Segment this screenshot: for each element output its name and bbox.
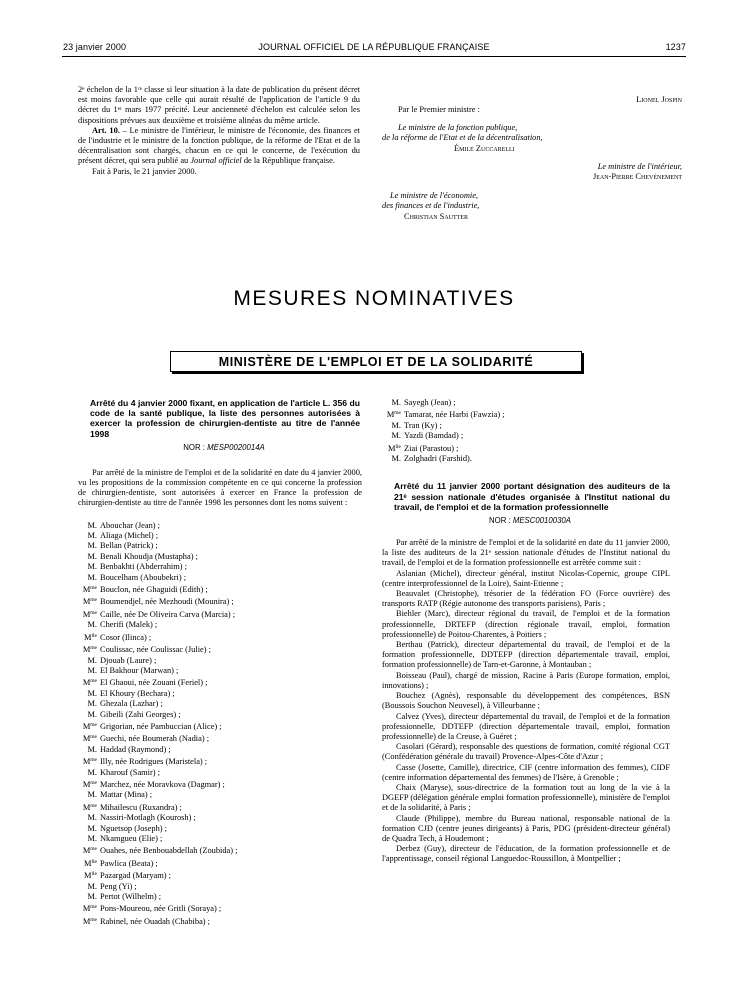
civility: $M^{lle}$ bbox=[84, 858, 97, 868]
signature-pm-name: Lionel Jospin bbox=[636, 95, 682, 104]
person-name: Kharouf (Samir) ; bbox=[100, 767, 161, 777]
decree-end bbox=[78, 85, 360, 177]
list-item bbox=[78, 573, 362, 583]
person-name: Tamarat, née Harbi (Fawzia) ; bbox=[404, 410, 505, 420]
list-item bbox=[78, 902, 362, 914]
page-number: 1237 bbox=[665, 42, 686, 52]
arrete-2-intro: Par arrêté de la ministre de l'emploi et de la solidarité en date du 11 janvier 2000, la liste des auditeurs de la 21ᵉ session nationale d'études de l'Institut national du travail, de l'emploi et de la formation professionnelle est arrêtée comme suit : bbox=[382, 538, 670, 568]
civility: M. bbox=[391, 398, 401, 407]
list-item bbox=[78, 755, 362, 767]
civility: $M^{me}$ bbox=[82, 734, 97, 744]
arrete-1-nor bbox=[78, 443, 362, 452]
person-name: Abouchar (Jean) ; bbox=[100, 520, 160, 530]
civility: $M^{lle}$ bbox=[84, 871, 97, 881]
signature-pm-by: Par le Premier ministre : bbox=[398, 105, 480, 115]
person-name: Caille, née De Oliveira Carva (Marcia) ; bbox=[100, 609, 236, 619]
list-item bbox=[78, 732, 362, 744]
list-item bbox=[78, 521, 362, 531]
list-item bbox=[78, 844, 362, 856]
civility: $M^{me}$ bbox=[82, 597, 97, 607]
civility: $M^{me}$ bbox=[82, 802, 97, 812]
arrete-2-nor bbox=[382, 516, 670, 525]
civility: M. bbox=[87, 709, 97, 719]
person-name: Boumendjel, née Mezhoudi (Mounira) ; bbox=[100, 597, 234, 607]
list-item bbox=[78, 710, 362, 720]
person-name: Grigorian, née Pambuccian (Alice) ; bbox=[100, 721, 222, 731]
person-name: Gibeili (Zahi Georges) ; bbox=[100, 709, 181, 719]
civility: M. bbox=[87, 688, 97, 698]
list-item bbox=[78, 834, 362, 844]
signature-eco-title2: des finances et de l'industrie, bbox=[382, 201, 480, 211]
auditor-entry: Bouchez (Agnès), responsable du développement des compétences, BSN (Boussois Souchon Neuvesel), à Villeurbanne ; bbox=[382, 691, 670, 711]
article-10-label: Art. 10. bbox=[92, 125, 120, 135]
person-name: Ouahes, née Benbouabdellah (Zoubida) ; bbox=[100, 846, 238, 856]
civility: M. bbox=[87, 744, 97, 754]
civility: M. bbox=[87, 790, 97, 800]
person-name: Aliaga (Michel) ; bbox=[100, 531, 159, 541]
person-name: El Ghaoui, née Zouani (Feriel) ; bbox=[100, 678, 208, 688]
auditor-entry: Biehler (Marc), directeur régional du travail, de l'emploi et de la formation professionnelle, DRTEFP (direction régionale travail, emploi, formation professionnelle) de Poitou-Charentes, à Poitiers ; bbox=[382, 609, 670, 639]
person-name: Guechi, née Boumerah (Nadia) ; bbox=[100, 734, 210, 744]
list-item bbox=[78, 676, 362, 688]
list-item bbox=[78, 631, 362, 643]
auditor-entry: Casolari (Gérard), responsable des questions de formation, comité régional CGT (Confédération générale du travail) Provence-Alpes-Côte d'Azur ; bbox=[382, 742, 670, 762]
auditor-entry: Berthau (Patrick), directeur départemental du travail, de l'emploi et de la formation professionnelle, DDTEFP (direction départementale travail, emploi, formation professionnelle) de Tarn-et-Garonne, à Montauban ; bbox=[382, 640, 670, 670]
person-name: Benali Khoudja (Mustapha) ; bbox=[100, 551, 198, 561]
list-item bbox=[78, 857, 362, 869]
person-name: El Bakhour (Marwan) ; bbox=[100, 665, 179, 675]
nor-code: MESC0010030A bbox=[512, 516, 571, 526]
person-name: Mihailescu (Ruxandra) ; bbox=[100, 802, 182, 812]
signature-eco-title1: Le ministre de l'économie, bbox=[390, 190, 479, 200]
header-rule bbox=[62, 56, 686, 57]
list-item bbox=[78, 813, 362, 823]
civility: $M^{me}$ bbox=[82, 678, 97, 688]
list-item bbox=[78, 915, 362, 927]
auditor-entry: Casse (Josette, Camille), directrice, CIF (centre information des femmes), CIDF (centre information départemental des femmes) de l'Isère, à Grenoble ; bbox=[382, 762, 670, 782]
list-item bbox=[78, 531, 362, 541]
list-item bbox=[78, 699, 362, 709]
civility: $M^{me}$ bbox=[82, 585, 97, 595]
list-item bbox=[382, 398, 670, 408]
person-name: Pons-Moureou, née Gritli (Soraya) ; bbox=[100, 904, 222, 914]
person-name: Boucelham (Aboubekri) ; bbox=[100, 572, 187, 582]
signature-fp-title2: de la réforme de l'Etat et de la décentralisation, bbox=[382, 133, 543, 143]
list-item bbox=[382, 408, 670, 420]
civility: M. bbox=[87, 520, 97, 530]
list-item bbox=[78, 790, 362, 800]
list-item bbox=[78, 541, 362, 551]
list-item bbox=[78, 552, 362, 562]
auditor-entry: Calvez (Yves), directeur départemental du travail, de l'emploi et de la formation professionnelle, DDTEFP (direction départementale travail, emploi, formation professionnelle) de la Creuse, à Guéret ; bbox=[382, 711, 670, 741]
civility: $M^{me}$ bbox=[82, 645, 97, 655]
ministry-title: MINISTÈRE DE L'EMPLOI ET DE LA SOLIDARITÉ bbox=[218, 354, 534, 369]
list-item bbox=[78, 869, 362, 881]
civility: M. bbox=[87, 699, 97, 709]
list-item bbox=[78, 892, 362, 902]
ministry-box bbox=[170, 351, 582, 372]
civility: $M^{me}$ bbox=[82, 916, 97, 926]
civility: $M^{me}$ bbox=[82, 757, 97, 767]
signature-fp-title1: Le ministre de la fonction publique, bbox=[398, 122, 518, 132]
civility: $M^{me}$ bbox=[386, 410, 401, 420]
person-name: Cosor (Ilinca) ; bbox=[100, 632, 152, 642]
nor-label: NOR : bbox=[183, 442, 208, 452]
person-name: Nkamgueu (Elie) ; bbox=[100, 834, 163, 843]
auditor-entry: Chaix (Maryse), sous-directrice de la formation tout au long de la vie à la DGEFP (délégation générale emploi formation professionnelle), ministère de l'emploi et de la solidarité, à Paris ; bbox=[382, 782, 670, 813]
civility: $M^{me}$ bbox=[82, 609, 97, 619]
person-name: Zolghadri (Farshid). bbox=[404, 454, 472, 464]
person-name: Illy, née Rodrigues (Maristela) ; bbox=[100, 757, 208, 767]
civility: M. bbox=[87, 767, 97, 777]
arrete-1-title: Arrêté du 4 janvier 2000 fixant, en application de l'article L. 356 du code de la santé publique, la liste des personnes autorisées à exercer la profession de chirurgien-dentiste au titre de l'année 1998 bbox=[90, 398, 360, 439]
civility: M. bbox=[87, 531, 97, 541]
signatures bbox=[382, 95, 682, 222]
civility: $M^{me}$ bbox=[82, 904, 97, 914]
civility: M. bbox=[87, 551, 97, 561]
auditors-list bbox=[382, 569, 670, 865]
person-name: Pazargad (Maryam) ; bbox=[100, 871, 172, 881]
auditor-entry: Derbez (Guy), directeur de l'éducation, de la formation professionnelle et de l'apprentissage, conseil régional Languedoc-Roussillon, à Montpellier ; bbox=[382, 844, 670, 864]
civility: M. bbox=[391, 431, 401, 441]
signature-int-name: Jean-Pierre Chevènement bbox=[592, 172, 682, 182]
arrete-1-intro: Par arrêté de la ministre de l'emploi et de la solidarité en date du 4 janvier 2000, vu les propositions de la commission compétente en ce qui concerne la profession de chirurgien-dentiste, sont autorisées à exercer en France la profession de chirurgien-dentiste au titre de l'année 1998 les personnes dont les noms suivent : bbox=[78, 467, 362, 508]
person-name: Sayegh (Jean) ; bbox=[404, 398, 456, 407]
signature-fp-name: Émile Zuccarelli bbox=[454, 143, 515, 153]
section-title: MESURES NOMINATIVES bbox=[233, 287, 515, 310]
civility: $M^{lle}$ bbox=[388, 443, 401, 453]
right-column bbox=[382, 398, 670, 865]
list-item bbox=[78, 720, 362, 732]
person-name: Bouclon, née Ghaguidi (Edith) ; bbox=[100, 585, 208, 595]
civility: M. bbox=[87, 881, 97, 891]
civility: M. bbox=[87, 655, 97, 665]
person-name: Mattar (Mina) ; bbox=[100, 790, 153, 800]
nor-label: NOR : bbox=[489, 516, 513, 526]
person-name: Haddad (Raymond) ; bbox=[100, 744, 171, 754]
auditor-entry: Aslanian (Michel), directeur général, institut Nicolas-Copernic, groupe CIPL (centre interprofessionnel de la Loire), Saint-Etienne ; bbox=[382, 568, 670, 588]
article-10-text-end: de la République française. bbox=[241, 156, 335, 166]
person-name: Ghezala (Lazhar) ; bbox=[100, 699, 163, 709]
person-name: Djouab (Laure) ; bbox=[100, 655, 157, 665]
person-name: Rabinel, née Ouadah (Chabiba) ; bbox=[100, 916, 210, 926]
person-name: Bellan (Patrick) ; bbox=[100, 541, 158, 551]
list-item bbox=[78, 745, 362, 755]
list-item bbox=[78, 689, 362, 699]
person-name: Ziai (Parastou) ; bbox=[404, 443, 459, 453]
list-item bbox=[78, 778, 362, 790]
list-item bbox=[382, 442, 670, 454]
list-item bbox=[382, 421, 670, 431]
civility: $M^{lle}$ bbox=[84, 632, 97, 642]
list-item bbox=[382, 431, 670, 441]
journal-title: JOURNAL OFFICIEL DE LA RÉPUBLIQUE FRANÇAISE bbox=[258, 42, 490, 52]
civility: M. bbox=[87, 562, 97, 572]
civility: M. bbox=[391, 420, 401, 430]
list-item bbox=[78, 824, 362, 834]
list-item bbox=[78, 801, 362, 813]
list-item bbox=[78, 595, 362, 607]
list-item bbox=[78, 643, 362, 655]
person-name: Pawlica (Beata) ; bbox=[100, 858, 158, 868]
list-item bbox=[78, 620, 362, 630]
arrete-2-title: Arrêté du 11 janvier 2000 portant désignation des auditeurs de la 21ᵉ session nationale d'études organisée à l'Institut national du travail, de l'emploi et de la formation professionnelle bbox=[394, 481, 670, 512]
list-item bbox=[78, 882, 362, 892]
list-item bbox=[78, 583, 362, 595]
person-name: Coulissac, née Coulissac (Julie) ; bbox=[100, 645, 211, 655]
person-name: El Khoury (Bechara) ; bbox=[100, 688, 175, 698]
nor-code: MESP0020014A bbox=[207, 442, 265, 452]
header-date: 23 janvier 2000 bbox=[63, 42, 127, 52]
person-name: Yazdi (Bamdad) ; bbox=[404, 431, 464, 441]
list-item bbox=[78, 768, 362, 778]
civility: M. bbox=[87, 665, 97, 675]
signature-int-title: Le ministre de l'intérieur, bbox=[597, 162, 682, 172]
person-name: Benbakhti (Abderrahim) ; bbox=[100, 562, 187, 572]
signature-eco-name: Christian Sautter bbox=[404, 211, 468, 221]
civility: M. bbox=[87, 892, 97, 902]
fait-a-paris: Fait à Paris, le 21 janvier 2000. bbox=[92, 166, 197, 176]
civility: M. bbox=[87, 541, 97, 551]
person-name: Marchez, née Moravkova (Dagmar) ; bbox=[100, 779, 225, 789]
civility: M. bbox=[87, 620, 97, 630]
civility: $M^{me}$ bbox=[82, 779, 97, 789]
person-name: Tran (Ky) ; bbox=[404, 420, 442, 430]
decree-paragraph: 2ᵉ échelon de la 1ʳᵉ classe si leur situation à la date de publication du présent décret est moins favorable que celle qui aurait résulté de l'application de l'article 9 du décret du 1ᵉʳ mars 1977 précité. Leur ancienneté d'échelon est calculée selon les dispositions prévues aux deuxième et troisième alinéas du même article. bbox=[78, 85, 360, 125]
names-list-continued bbox=[382, 398, 670, 464]
list-item bbox=[78, 666, 362, 676]
names-list bbox=[78, 521, 362, 928]
person-name: Nassiri-Motlagh (Kourosh) ; bbox=[100, 813, 196, 823]
list-item bbox=[382, 454, 670, 464]
auditor-entry: Beauvalet (Christophe), trésorier de la fédération FO (Force ouvrière) des transports RATP (Régie autonome des transports parisiens), Paris ; bbox=[382, 589, 670, 609]
list-item bbox=[78, 562, 362, 572]
civility: M. bbox=[87, 823, 97, 833]
arrete-1 bbox=[78, 398, 362, 927]
civility: M. bbox=[391, 454, 401, 464]
person-name: Cherifi (Malek) ; bbox=[100, 620, 158, 630]
auditor-entry: Claude (Philippe), membre du Bureau national, responsable national de la formation CJD (centre jeunes dirigeants) à Paris, PDG (président-directeur général) de Quadra Tech, à Houdemont ; bbox=[382, 813, 670, 843]
list-item bbox=[78, 608, 362, 620]
person-name: Nguetsop (Joseph) ; bbox=[100, 823, 167, 833]
civility: M. bbox=[87, 572, 97, 582]
list-item bbox=[78, 656, 362, 666]
person-name: Pertot (Wilhelm) ; bbox=[100, 892, 162, 902]
article-10 bbox=[78, 126, 360, 167]
article-10-text: – Le ministre de l'intérieur, le ministre de l'économie, des finances et de l'industrie et le ministre de la fonction publique, de la réforme de l'Etat et de la décentralisation sont chargés, chacun en ce qui le concerne, de l'exécution du présent décret, qui sera publié au bbox=[78, 125, 360, 166]
civility: $M^{me}$ bbox=[82, 721, 97, 731]
civility: M. bbox=[87, 813, 97, 823]
civility: $M^{me}$ bbox=[82, 846, 97, 856]
civility: M. bbox=[87, 834, 97, 843]
auditor-entry: Boisseau (Paul), chargé de mission, Racine à Paris (Europe formation, emploi, innovations) ; bbox=[382, 670, 670, 690]
person-name: Peng (Yi) ; bbox=[100, 881, 137, 891]
journal-officiel-ref: Journal officiel bbox=[190, 156, 242, 166]
